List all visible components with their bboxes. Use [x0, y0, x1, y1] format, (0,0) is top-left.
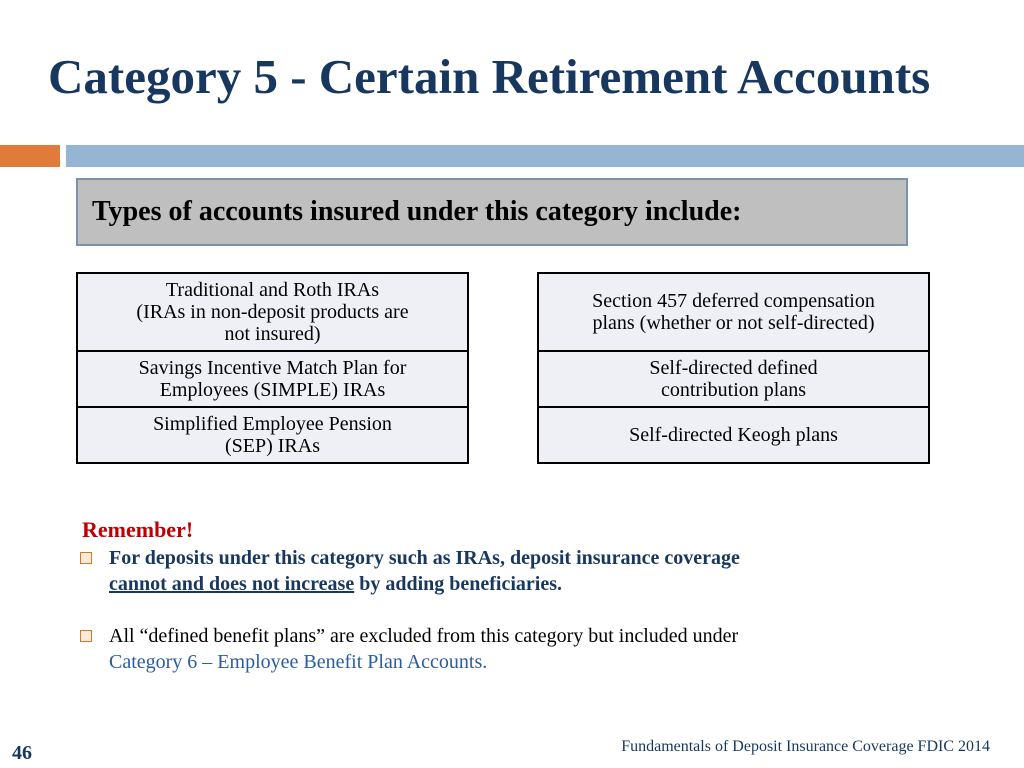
right-account-table — [537, 272, 930, 464]
table-row — [538, 273, 929, 351]
callout-box — [76, 178, 908, 246]
cell-line: Savings Incentive Match Plan for — [138, 357, 407, 379]
page-number: 46 — [12, 742, 32, 764]
cell-line: (IRAs in non-deposit products are — [136, 301, 409, 323]
bullet-item — [80, 545, 960, 597]
table-cell — [538, 351, 929, 407]
table-row — [77, 407, 468, 463]
bullet-line-rest: by adding beneficiaries. — [354, 573, 563, 595]
cell-line: Self-directed defined — [649, 357, 818, 379]
footer-text: Fundamentals of Deposit Insurance Coverage FDIC 2014 — [621, 738, 990, 755]
table-cell — [77, 273, 468, 351]
table-row — [77, 273, 468, 351]
checkbox-bullet-icon — [80, 630, 92, 642]
cell-line: plans (whether or not self-directed) — [592, 312, 875, 334]
bullet-text — [109, 623, 960, 675]
table-cell — [77, 407, 468, 463]
bullet-line: All “defined benefit plans” are excluded from this category but included under — [109, 625, 739, 647]
underlined-phrase: cannot and does not increase — [109, 573, 355, 595]
category-6-reference: Category 6 – Employee Benefit Plan Accounts. — [109, 651, 488, 673]
table-cell — [77, 351, 468, 407]
checkbox-bullet-icon — [80, 552, 92, 564]
callout-text: Types of accounts insured under this category include: — [92, 196, 742, 227]
cell-line: Simplified Employee Pension — [153, 413, 392, 435]
bullet-text — [109, 545, 960, 597]
cell-line: Self-directed Keogh plans — [629, 424, 838, 446]
cell-line: contribution plans — [661, 379, 806, 401]
table-cell — [538, 273, 929, 351]
table-row — [77, 351, 468, 407]
slide-title: Category 5 - Certain Retirement Accounts — [48, 49, 931, 104]
cell-line: Section 457 deferred compensation — [592, 290, 875, 312]
bullet-item — [80, 623, 960, 675]
cell-line: not insured) — [224, 323, 321, 345]
bullet-line: For deposits under this category such as IRAs, deposit insurance coverage — [109, 547, 740, 569]
accent-bar-blue — [66, 145, 1024, 167]
cell-line: Traditional and Roth IRAs — [165, 279, 380, 301]
cell-line: Employees (SIMPLE) IRAs — [159, 379, 386, 401]
table-row — [538, 351, 929, 407]
remember-heading: Remember! — [82, 517, 194, 542]
table-cell — [538, 407, 929, 463]
cell-line: (SEP) IRAs — [224, 435, 320, 457]
left-account-table — [76, 272, 469, 464]
accent-bar-orange — [0, 145, 60, 167]
table-row — [538, 407, 929, 463]
